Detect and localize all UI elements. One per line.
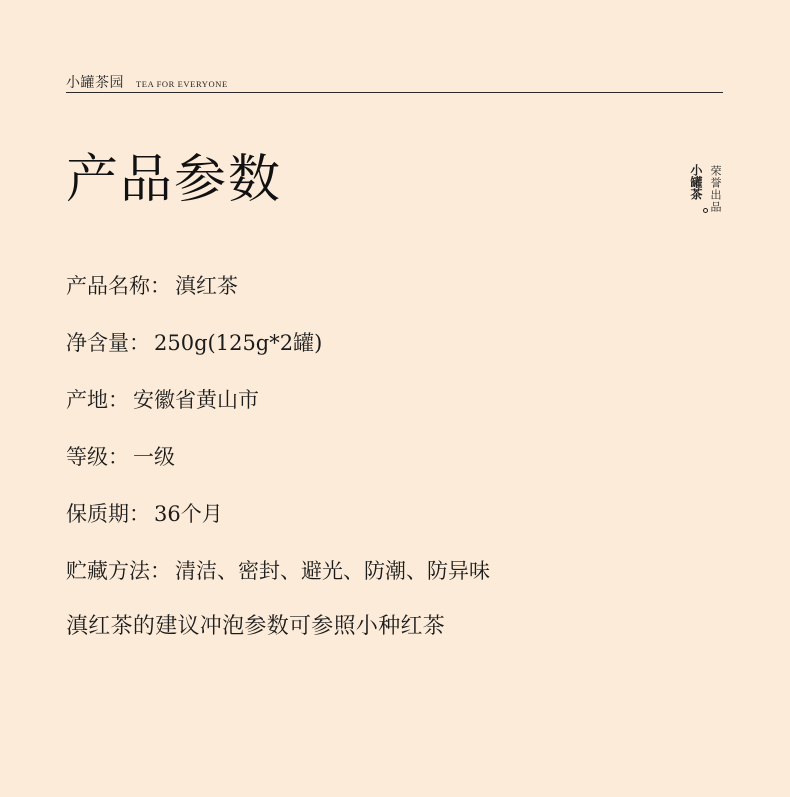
- spec-value: 一级: [133, 445, 175, 469]
- brand-tagline-english: TEA FOR EVERYONE: [136, 79, 228, 89]
- spec-value: 250g(125g*2罐): [154, 331, 323, 355]
- spec-row-grade: [66, 447, 726, 504]
- brand-header: [66, 76, 228, 90]
- spec-label: 产品名称: [66, 274, 150, 298]
- spec-row-net-content: [66, 333, 726, 390]
- product-spec-list: [66, 276, 726, 618]
- spec-row-origin: [66, 390, 726, 447]
- spec-label: 保质期: [66, 502, 129, 526]
- spec-separator: ：: [150, 559, 171, 583]
- spec-separator: ：: [108, 445, 129, 469]
- spec-separator: ：: [150, 274, 171, 298]
- spec-label: 等级: [66, 445, 108, 469]
- header-divider: [66, 92, 723, 93]
- spec-label: 产地: [66, 388, 108, 412]
- brewing-note: 滇红茶的建议冲泡参数可参照小种红茶: [66, 614, 446, 639]
- brand-seal: [690, 164, 726, 220]
- spec-value: 清洁、密封、避光、防潮、防异味: [175, 559, 490, 583]
- spec-separator: ：: [129, 331, 150, 355]
- page-title: 产品参数: [66, 150, 283, 210]
- spec-row-product-name: [66, 276, 726, 333]
- spec-row-shelf-life: [66, 504, 726, 561]
- spec-value: 滇红茶: [175, 274, 238, 298]
- spec-label: 贮藏方法: [66, 559, 150, 583]
- registered-mark-icon: [703, 208, 708, 213]
- spec-separator: ：: [129, 502, 150, 526]
- spec-value: 安徽省黄山市: [133, 388, 259, 412]
- seal-brand-text: 小罐茶: [689, 164, 703, 200]
- spec-separator: ：: [108, 388, 129, 412]
- brand-name-chinese: 小罐茶园: [66, 75, 124, 91]
- spec-row-storage: [66, 561, 726, 618]
- seal-honor-text: 荣誉出品: [709, 165, 722, 213]
- spec-value: 36个月: [154, 502, 223, 526]
- spec-label: 净含量: [66, 331, 129, 355]
